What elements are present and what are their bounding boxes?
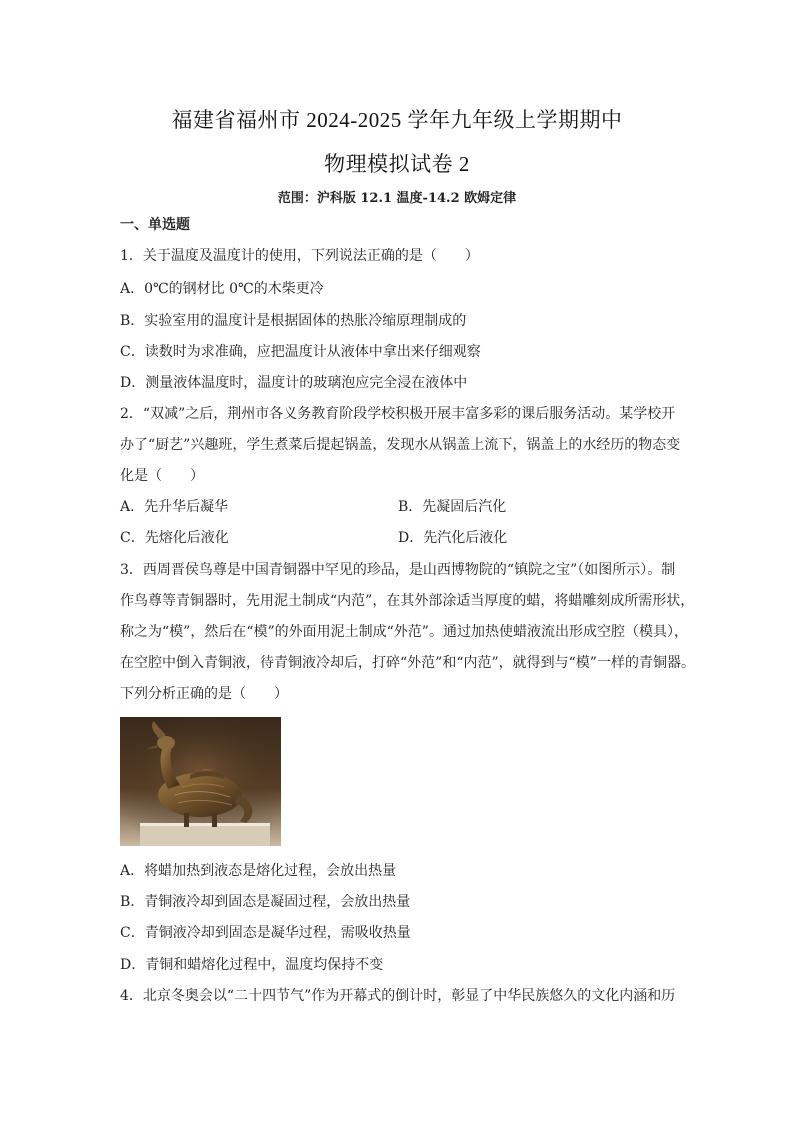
q2-stem-line2: 办了“厨艺”兴趣班，学生煮菜后提起锅盖，发现水从锅盖上流下，锅盖上的水经历的物态变: [120, 437, 681, 453]
q1-option-b: B．实验室用的温度计是根据固体的热胀冷缩原理制成的: [120, 313, 467, 329]
q3-option-a: A．将蜡加热到液态是熔化过程，会放出热量: [120, 863, 397, 879]
q2-stem-line1: 2．“双减”之后，荆州市各义务教育阶段学校积极开展丰富多彩的课后服务活动。某学校开: [120, 406, 676, 422]
q2-option-d: D．先汽化后液化: [398, 530, 508, 546]
q2-option-b: B．先凝固后汽化: [398, 499, 507, 515]
section-title-single-choice: 一、单选题: [120, 217, 190, 233]
q3-stem-line1: 3．西周晋侯鸟尊是中国青铜器中罕见的珍品，是山西博物院的“镇院之宝”（如图所示）。制: [120, 562, 676, 578]
q4-stem-line1: 4．北京冬奥会以“二十四节气”作为开幕式的倒计时，彰显了中华民族悠久的文化内涵和历: [120, 988, 676, 1004]
q1-option-d: D．测量液体温度时，温度计的玻璃泡应完全浸在液体中: [120, 375, 468, 391]
q2-option-a: A．先升华后凝华: [120, 499, 229, 515]
bronze-bird-vessel-photo: [120, 717, 281, 846]
q3-stem-line5: 下列分析正确的是（ ）: [120, 686, 288, 702]
q3-option-c: C．青铜液冷却到固态是凝华过程，需吸收热量: [120, 925, 411, 941]
q1-option-c: C．读数时为求准确，应把温度计从液体中拿出来仔细观察: [120, 344, 481, 360]
exam-scope: 范围：沪科版 12.1 温度-14.2 欧姆定律: [277, 191, 517, 206]
q3-stem-line2: 作鸟尊等青铜器时，先用泥土制成“内范”，在其外部涂适当厚度的蜡，将蜡雕刻成所需形状，: [120, 593, 695, 609]
q3-option-b: B．青铜液冷却到固态是凝固过程，会放出热量: [120, 894, 411, 910]
q1-option-a: A．0℃的钢材比 0℃的木柴更冷: [120, 281, 324, 297]
q2-stem-line3: 化是（ ）: [120, 468, 204, 484]
q3-stem-line3: 称之为“模”，然后在“模”的外面用泥土制成“外范”。通过加热使蜡液流出形成空腔（模具），: [120, 624, 688, 640]
q3-option-d: D．青铜和蜡熔化过程中，温度均保持不变: [120, 957, 384, 973]
page-subtitle: 物理模拟试卷 2: [324, 152, 470, 176]
q1-stem: 1．关于温度及温度计的使用，下列说法正确的是（ ）: [120, 248, 479, 264]
q3-stem-line4: 在空腔中倒入青铜液，待青铜液冷却后，打碎“外范”和“内范”，就得到与“模”一样的青铜器。: [120, 655, 695, 671]
q2-option-c: C．先熔化后液化: [120, 530, 229, 546]
page-title: 福建省福州市 2024-2025 学年九年级上学期期中: [171, 108, 623, 132]
